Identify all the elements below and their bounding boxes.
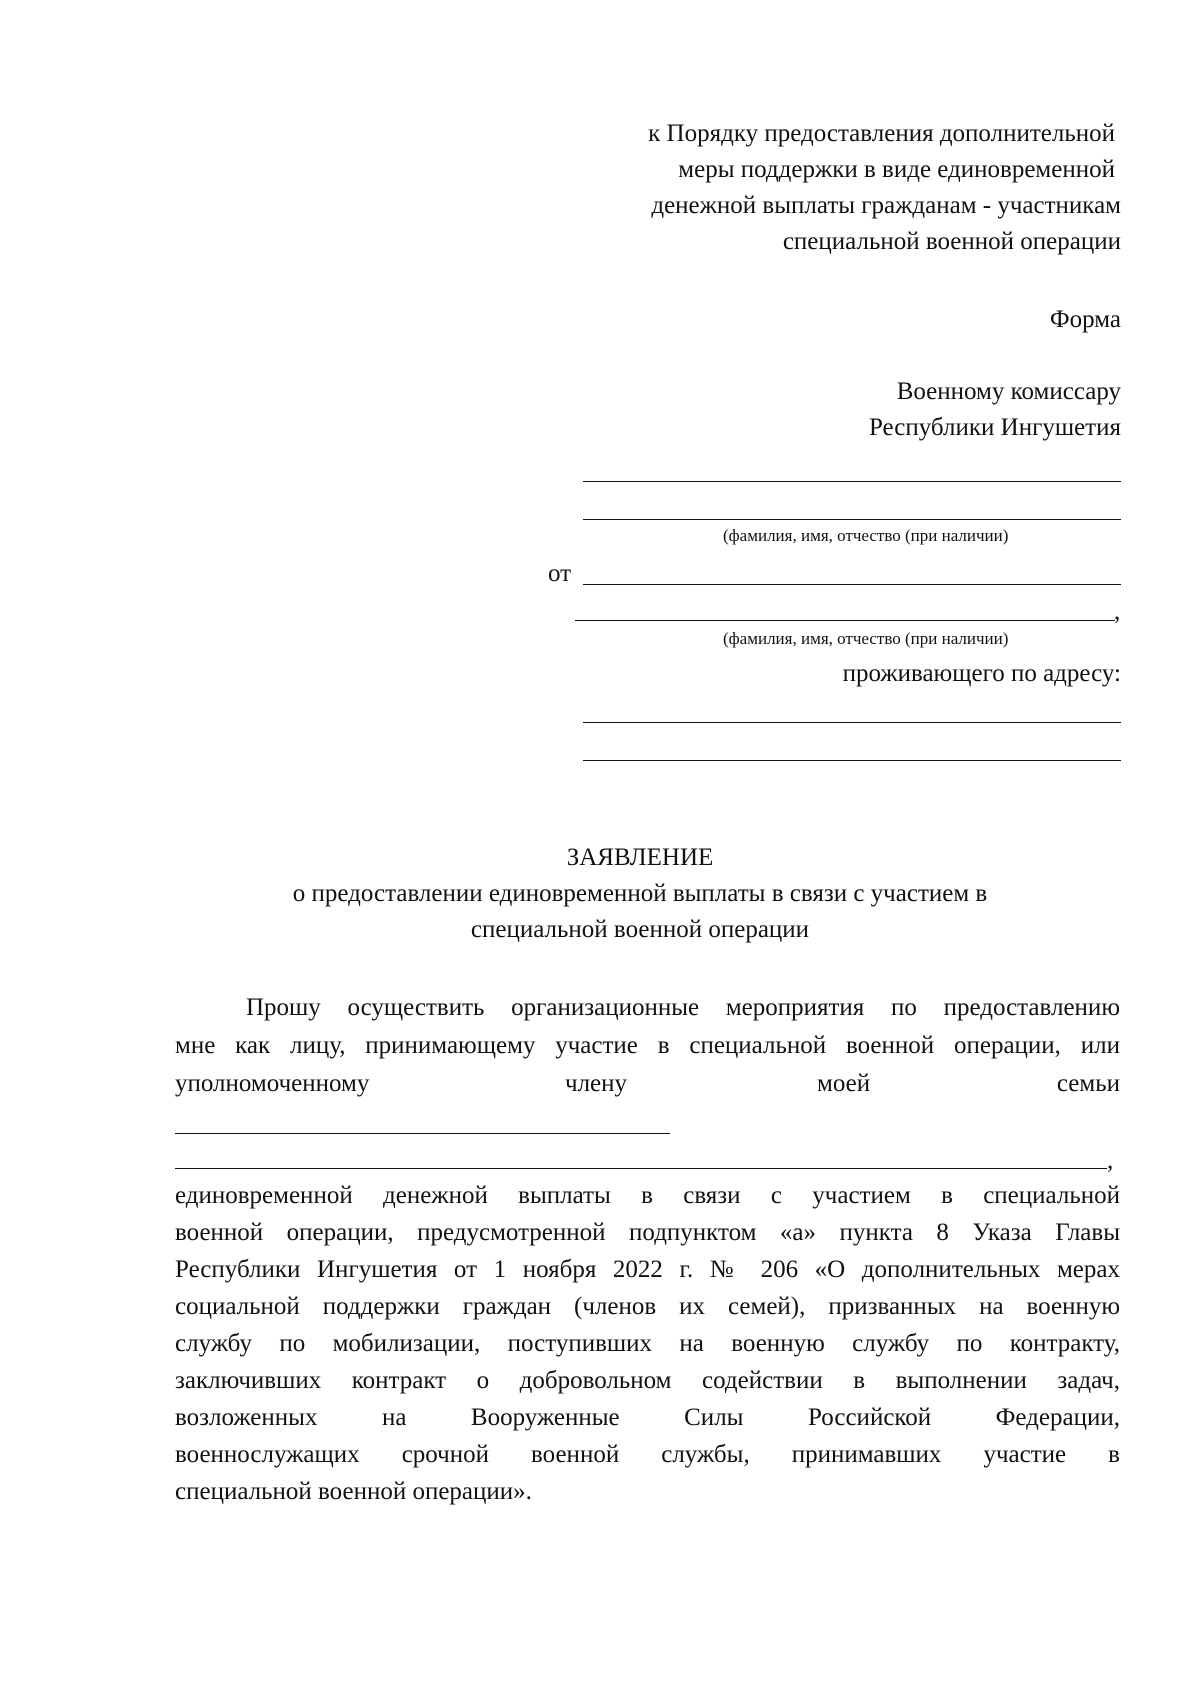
- commissar-name-blank-1[interactable]: [583, 481, 1121, 482]
- appendix-line-3: денежной выплаты гражданам - участникам: [651, 192, 1121, 219]
- from-label: от: [548, 560, 572, 587]
- addressee-line-1: Военному комиссару: [896, 378, 1121, 405]
- family-member-blank-2[interactable]: [175, 1168, 1107, 1169]
- body-main-line-2: военной операции, предусмотренной подпунктом «а» пункта 8 Указа Главы: [175, 1219, 1120, 1246]
- comma-1: ,: [1114, 598, 1121, 625]
- body-intro-line-2: мне как лицу, принимающему участие в специальной военной операции, или: [175, 1032, 1120, 1059]
- appendix-line-4: специальной военной операции: [782, 228, 1121, 255]
- body-main-line-5: службу по мобилизации, поступивших на военную службу по контракту,: [175, 1330, 1120, 1357]
- body-main-line-1: единовременной денежной выплаты в связи с участием в специальной: [175, 1182, 1120, 1209]
- word-moey: моей: [817, 1070, 871, 1097]
- word-semyi: семьи: [1056, 1070, 1120, 1097]
- word-chlenu: члену: [565, 1070, 628, 1097]
- title-sub-2: специальной военной операции: [470, 916, 810, 943]
- title-sub-1: о предоставлении единовременной выплаты в связи с участием в: [292, 880, 988, 907]
- appendix-line-1: к Порядку предоставления дополнительной: [648, 120, 1115, 147]
- addressee-line-2: Республики Ингушетия: [868, 414, 1121, 441]
- word-upolnomochennomu: уполномоченному: [175, 1070, 370, 1097]
- appendix-line-2: меры поддержки в виде единовременной: [678, 156, 1115, 183]
- address-blank-2[interactable]: [583, 760, 1121, 761]
- family-member-blank-1[interactable]: [175, 1133, 670, 1134]
- applicant-name-blank-1[interactable]: [583, 584, 1121, 585]
- comma-2: ,: [1107, 1147, 1114, 1174]
- fio-hint-1: (фамилия, имя, отчество (при наличии): [723, 526, 1009, 545]
- address-blank-1[interactable]: [583, 722, 1121, 723]
- address-label: проживающего по адресу:: [842, 660, 1121, 687]
- body-main-line-4: социальной поддержки граждан (членов их семей), призванных на военную: [175, 1293, 1120, 1320]
- title-heading: ЗАЯВЛЕНИЕ: [566, 844, 714, 871]
- applicant-name-blank-2[interactable]: [575, 620, 1115, 621]
- body-main-line-3: Республики Ингушетия от 1 ноября 2022 г. № 206 «О дополнительных мерах: [175, 1256, 1120, 1283]
- body-main-line-8: военнослужащих срочной военной службы, принимавших участие в: [175, 1441, 1120, 1468]
- form-label: Форма: [1049, 306, 1121, 333]
- body-intro-line-1: Прошу осуществить организационные мероприятия по предоставлению: [246, 994, 1120, 1021]
- commissar-name-blank-2[interactable]: [583, 519, 1121, 520]
- body-main-line-6: заключивших контракт о добровольном содействии в выполнении задач,: [175, 1367, 1120, 1394]
- body-last-line: специальной военной операции».: [175, 1478, 532, 1505]
- fio-hint-2: (фамилия, имя, отчество (при наличии): [723, 629, 1009, 648]
- body-main-line-7: возложенных на Вооруженные Силы Российской Федерации,: [175, 1404, 1120, 1431]
